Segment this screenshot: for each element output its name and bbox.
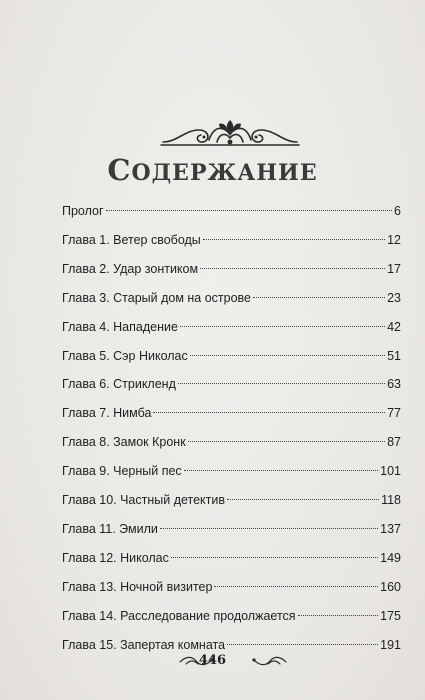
- title-rest: ОДЕРЖАНИЕ: [131, 160, 318, 186]
- toc-entry-title: Глава 1. Ветер свободы: [62, 232, 201, 247]
- toc-entry[interactable]: [62, 519, 401, 539]
- toc-entry[interactable]: [62, 432, 401, 452]
- dot-leader: [178, 383, 385, 384]
- toc-entry-title: Пролог: [62, 204, 104, 218]
- toc-entry-title: Глава 7. Нимба: [62, 406, 152, 421]
- page-footer: [0, 652, 425, 672]
- toc-entry[interactable]: [62, 374, 401, 394]
- page-title: [0, 153, 425, 187]
- toc-entry[interactable]: [62, 606, 401, 626]
- flourish-ornament-icon: [250, 654, 288, 668]
- toc-entry-title: Глава 13. Ночной визитер: [62, 579, 213, 594]
- toc-entry-page: 51: [387, 348, 401, 363]
- page-number: 446: [198, 653, 227, 668]
- title-initial: С: [107, 153, 132, 187]
- dot-leader: [190, 355, 385, 356]
- toc-entry-title: Глава 12. Николас: [62, 550, 169, 565]
- toc-entry[interactable]: [62, 577, 401, 597]
- toc-entry-page: 137: [380, 521, 401, 536]
- dot-leader: [160, 528, 378, 529]
- dot-leader: [153, 412, 385, 413]
- toc-entry-title: Глава 11. Эмили: [62, 521, 158, 536]
- toc-entry[interactable]: [62, 403, 401, 423]
- toc-entry-page: 42: [387, 319, 401, 334]
- toc-entry-title: Глава 15. Запертая комната: [62, 637, 226, 652]
- toc-entry-page: 118: [381, 493, 401, 507]
- toc-entry[interactable]: [62, 201, 401, 221]
- dot-leader: [188, 441, 385, 442]
- toc-entry-page: 149: [380, 550, 401, 565]
- dot-leader: [180, 326, 385, 327]
- dot-leader: [106, 210, 392, 211]
- toc-entry-title: Глава 10. Частный детектив: [62, 493, 226, 507]
- toc-entry-page: 6: [394, 204, 401, 218]
- dot-leader: [200, 268, 385, 269]
- toc-entry[interactable]: [62, 288, 401, 308]
- toc-entry-page: 23: [387, 290, 401, 305]
- flourish-ornament-icon: [157, 112, 303, 152]
- toc-entry-title: Глава 8. Замок Кронк: [62, 435, 186, 450]
- toc-entry-page: 17: [387, 261, 401, 276]
- toc-entry-page: 160: [380, 579, 401, 594]
- toc-entry[interactable]: [62, 461, 401, 481]
- toc-entry[interactable]: [62, 259, 401, 279]
- toc-entry[interactable]: [62, 346, 401, 366]
- toc-entry-title: Глава 14. Расследование продолжается: [62, 608, 296, 623]
- toc-entry[interactable]: [62, 490, 401, 510]
- dot-leader: [298, 615, 379, 616]
- dot-leader: [171, 557, 378, 558]
- dot-leader: [227, 644, 378, 645]
- toc-entry-title: Глава 4. Нападение: [62, 319, 178, 334]
- toc-entry-title: Глава 5. Сэр Николас: [62, 348, 188, 363]
- toc-entry-page: 77: [387, 406, 401, 421]
- dot-leader: [253, 297, 385, 298]
- toc-entry-page: 175: [380, 608, 401, 623]
- toc-entry-title: Глава 2. Удар зонтиком: [62, 261, 199, 276]
- toc-entry-title: Глава 9. Черный пес: [62, 464, 182, 479]
- dot-leader: [203, 239, 385, 240]
- toc-entry[interactable]: [62, 230, 401, 250]
- toc-entry-page: 63: [387, 377, 401, 392]
- dot-leader: [214, 586, 378, 587]
- toc-entry-page: 12: [387, 232, 401, 247]
- toc-entry[interactable]: [62, 317, 401, 337]
- toc-entry-page: 87: [387, 435, 401, 450]
- dot-leader: [227, 499, 379, 500]
- toc-entry-title: Глава 6. Стрикленд: [62, 377, 176, 392]
- toc-entry-title: Глава 3. Старый дом на острове: [62, 290, 252, 305]
- dot-leader: [184, 470, 378, 471]
- toc-entry[interactable]: [62, 548, 401, 568]
- toc-entry-page: 101: [380, 464, 401, 479]
- toc-entry-page: 191: [380, 637, 401, 652]
